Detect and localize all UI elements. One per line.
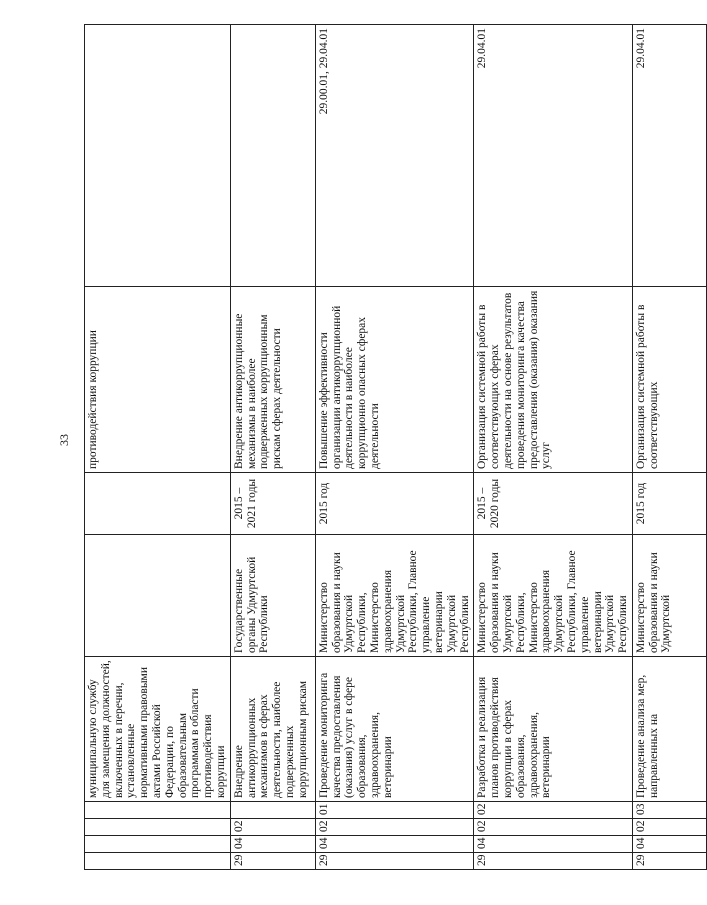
program-table [84,24,707,870]
table-row [85,25,231,870]
executor-cell: Министерство образования и науки Удмуртской Республики, Министерство здравоохранения Удмуртской Республики, Главное управление ветеринарии Удмуртской Республики [315,535,474,657]
period-cell: 2015 год [315,473,474,535]
period-cell: 2015 – 2021 годы [230,473,315,535]
code-cell: 02 [632,819,706,836]
activity-cell: Внедрение антикоррупционных механизмов в сферах деятельности, наиболее подверженных коррупционным рискам [230,657,315,802]
executor-cell [85,535,231,657]
page-number: 33 [57,434,71,446]
period-cell [85,473,231,535]
code-cell: 29 [315,853,474,870]
code-cell: 01 [315,802,474,819]
code-cell [85,853,231,870]
table-row [632,25,706,870]
result-cell: Внедрение антикоррупционные механизмы в наиболее подверженных коррупционным рискам сферах деятельности [230,287,315,473]
code-cell: 04 [230,836,315,853]
code-cell: 02 [230,819,315,836]
code-cell [85,836,231,853]
executor-cell: Министерство образования и науки Удмуртской [632,535,706,657]
result-cell: Организация системной работы в соответствующих [632,287,706,473]
period-cell: 2015 – 2020 годы [474,473,633,535]
result-cell: Организация системной работы в соответствующих сферах деятельности на основе результатов проведения мониторинга качества предоставления (оказания) оказания услуг [474,287,633,473]
code-cell: 04 [474,836,633,853]
rotated-table-wrapper [84,25,673,870]
period-cell: 2015 год [632,473,706,535]
activity-cell: Разработка и реализация планов противодействия коррупции в сферах образования, здравоохранения, ветеринарии [474,657,633,802]
code-cell: 04 [315,836,474,853]
activity-cell: муниципальную службу для замещения должностей, включенных в перечни, установленные нормативными правовыми актами Российской Федерации, по образовательным программам в области противодействия коррупции [85,657,231,802]
target-code-cell [230,25,315,287]
target-code-cell [85,25,231,287]
table-row [474,25,633,870]
executor-cell: Государственные органы Удмуртской Республики [230,535,315,657]
code-cell: 04 [632,836,706,853]
code-cell: 29 [632,853,706,870]
code-cell: 02 [474,819,633,836]
target-code-cell: 29.04.01 [632,25,706,287]
target-code-cell: 29.00.01, 29.04.01 [315,25,474,287]
code-cell: 29 [230,853,315,870]
code-cell [230,802,315,819]
executor-cell: Министерство образования и науки Удмуртской Республики, Министерство здравоохранения Удмуртской Республики, Главное управление ветеринарии Удмуртской Республики [474,535,633,657]
code-cell: 03 [632,802,706,819]
code-cell: 29 [474,853,633,870]
code-cell [85,802,231,819]
target-code-cell: 29.04.01 [474,25,633,287]
table-row [230,25,315,870]
code-cell [85,819,231,836]
table-row [315,25,474,870]
code-cell: 02 [474,802,633,819]
activity-cell: Проведение мониторинга качества предоставления (оказания) услуг в сфере образования, здравоохранения, ветеринарии [315,657,474,802]
code-cell: 02 [315,819,474,836]
result-cell: противодействия коррупции [85,287,231,473]
result-cell: Повышение эффективности организации антикоррупционной деятельности в наиболее коррупционно опасных сферах деятельности [315,287,474,473]
activity-cell: Проведение анализа мер, направленных на [632,657,706,802]
